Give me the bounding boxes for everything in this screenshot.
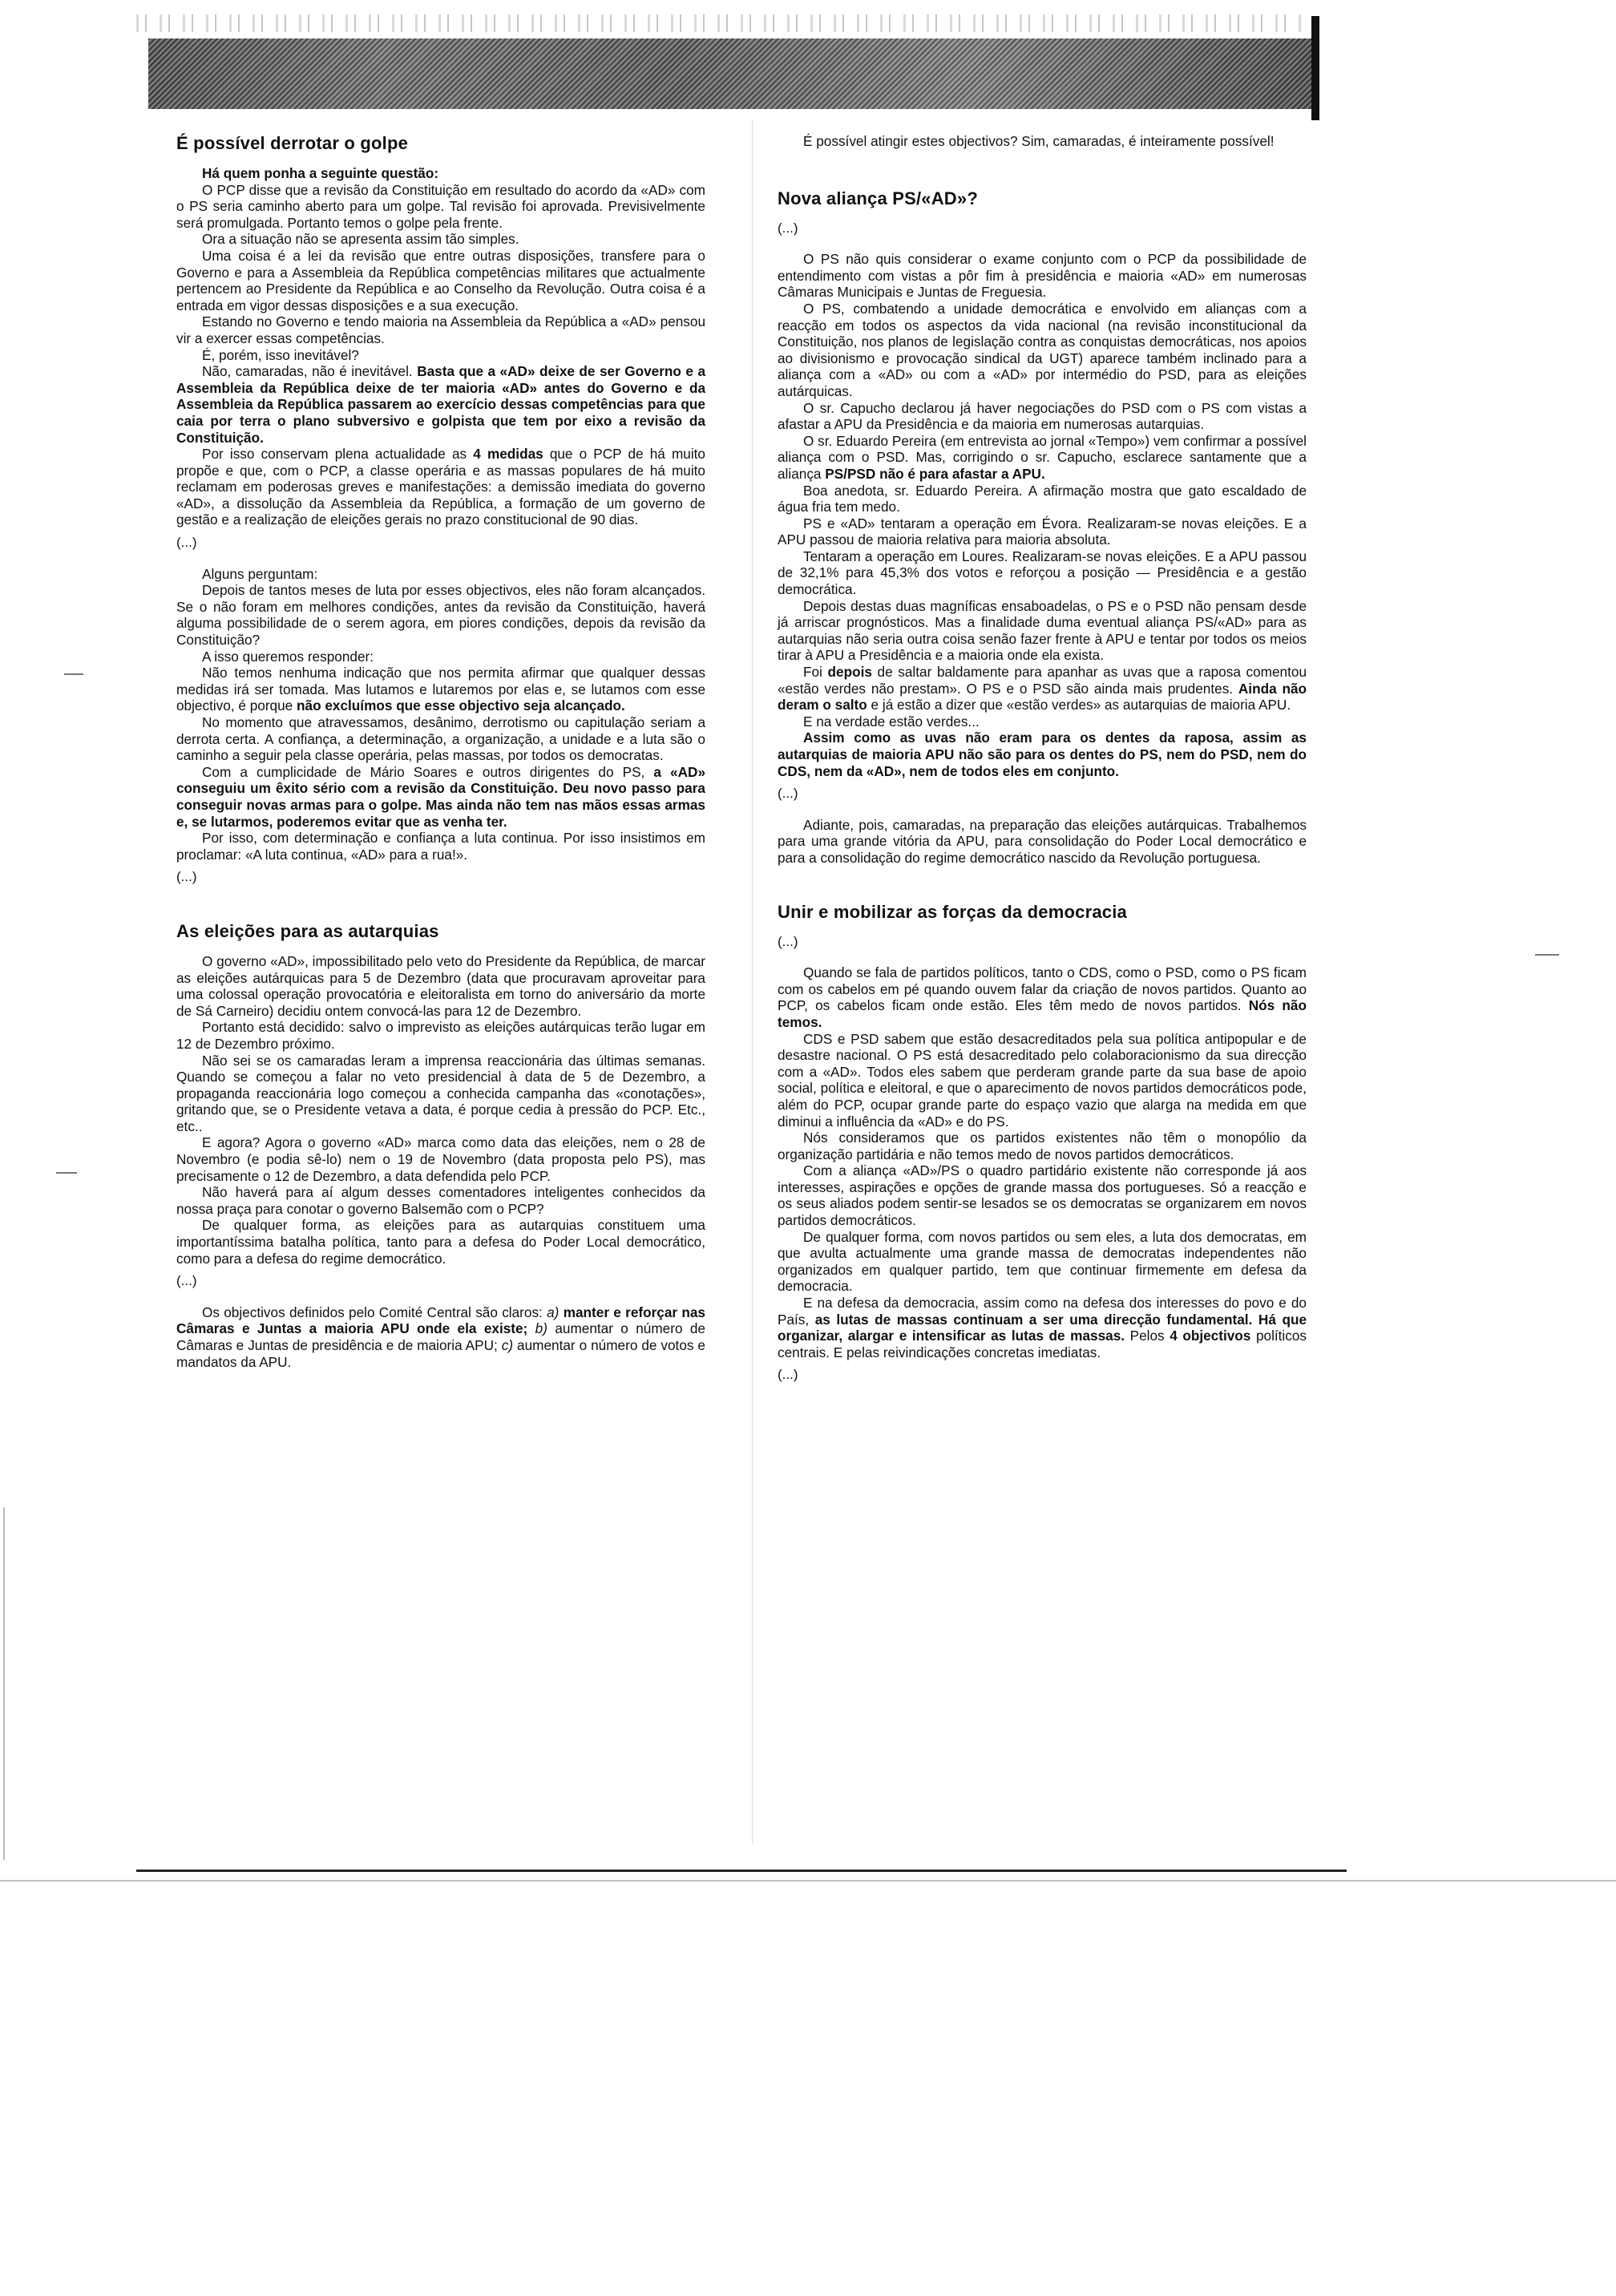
paragraph: No momento que atravessamos, desânimo, derrotismo ou capitulação seriam a derrota certa. A confiança, a determinação, a organização, a unidade e a luta são o caminho a seguir pela classe operária, pelas massas, por todos os democratas. xyxy=(176,714,705,764)
scan-noise-top xyxy=(136,14,1307,32)
paragraph: Com a cumplicidade de Mário Soares e outros dirigentes do PS, a «AD» conseguiu um êxito sério com a revisão da Constituição. Deu novo passo para conseguir novas armas para o golpe. Mas ainda não tem nas mãos essas armas e, se lutarmos, poderemos evitar que as venha ter. xyxy=(176,763,705,830)
paragraph: Depois destas duas magníficas ensaboadelas, o PS e o PSD não pensam desde já arriscar prognósticos. Mas a finalidade duma eventual aliança PS/«AD» para as autarquias não seria outra coisa senão fazer frente à APU e tentar por todos os meios tirar à APU a Presidência e a maioria onde ela exista. xyxy=(778,597,1307,664)
paragraph: Há quem ponha a seguinte questão: xyxy=(202,165,439,181)
header-banner-image xyxy=(148,38,1319,109)
ellipsis-mark: (...) xyxy=(176,869,197,885)
ellipsis-mark: (...) xyxy=(778,786,798,802)
margin-mark xyxy=(64,673,83,675)
scan-edge-rule xyxy=(0,1880,1616,1882)
paragraph: É, porém, isso inevitável? xyxy=(202,346,359,363)
section-title: As eleições para as autarquias xyxy=(176,920,439,941)
paragraph: Alguns perguntam: xyxy=(202,565,318,582)
ellipsis-mark: (...) xyxy=(176,535,197,551)
paragraph: Não sei se os camaradas leram a imprensa reaccionária das últimas semanas. Quando se começou a falar no veto presidencial à data de 5 de Dezembro, a propaganda reaccionária logo começou a conhecida campanha das «conotações», gritando que, se o Presidente vetava a data, é porque cedia à pressão do PCP. Etc., etc.. xyxy=(176,1052,705,1134)
paragraph: PS e «AD» tentaram a operação em Évora. Realizaram-se novas eleições. E a APU passou de maioria relativa para maioria absoluta. xyxy=(778,515,1307,548)
paragraph: Portanto está decidido: salvo o imprevisto as eleições autárquicas terão lugar em 12 de Dezembro próximo. xyxy=(176,1019,705,1052)
paragraph: O PCP disse que a revisão da Constituição em resultado do acordo da «AD» com o PS seria caminho aberto para um golpe. Tal revisão foi aprovada. Previsivelmente será promulgada. Portanto temos o golpe pela frente. xyxy=(176,181,705,231)
paragraph: Assim como as uvas não eram para os dentes da raposa, assim as autarquias de maioria APU não são para os dentes do PS, nem do PSD, nem do CDS, nem da «AD», nem de todos eles em conjunto. xyxy=(778,730,1307,779)
paragraph: Boa anedota, sr. Eduardo Pereira. A afirmação mostra que gato escaldado de água fria tem medo. xyxy=(778,482,1307,515)
left-column xyxy=(176,133,705,1370)
section-title: Unir e mobilizar as forças da democracia xyxy=(778,901,1127,922)
paragraph: O PS, combatendo a unidade democrática e envolvido em alianças com a reacção em todos os aspectos da vida nacional (na revisão inconstitucional da Constituição, nos planos de legislação contra as conquistas democráticas, nos apoios ao divisionismo e provocação sindical da UGT) aparece também inclinado para a aliança com a «AD» ou com a «AD» por intermédio do PSD, para as eleições autárquicas. xyxy=(778,300,1307,399)
paragraph: Quando se fala de partidos políticos, tanto o CDS, como o PSD, como o PS ficam com os cabelos em pé quando ouvem falar da criação de novos partidos. Quanto ao PCP, os cabelos ficam onde estão. Eles têm medo de novos partidos. Nós não temos. xyxy=(778,964,1307,1030)
scan-edge-line xyxy=(3,1507,5,1860)
paragraph: E agora? Agora o governo «AD» marca como data das eleições, nem o 28 de Novembro (e podia sê-lo) nem o 19 de Novembro (data proposta pelo PS), mas precisamente o 12 de Dezembro, a data defendida pelo PCP. xyxy=(176,1134,705,1184)
right-column xyxy=(778,133,1307,1398)
intro-paragraph: É possível atingir estes objectivos? Sim, camaradas, é inteiramente possível! xyxy=(803,133,1275,149)
paragraph: Os objectivos definidos pelo Comité Central são claros: a) manter e reforçar nas Câmaras e Juntas a maioria APU onde ela existe; b) aumentar o número de Câmaras e Juntas de presidência e de maioria APU; c) aumentar o número de votos e mandatos da APU. xyxy=(176,1304,705,1370)
paragraph: O governo «AD», impossibilitado pelo veto do Presidente da República, de marcar as eleições autárquicas para 5 de Dezembro (data que procuravam aproveitar para uma colossal operação provocatória e eleitoralista em torno do aniversário da morte de Sá Carneiro) decidiu ontem convocá-las para 12 de Dezembro. xyxy=(176,952,705,1019)
paragraph: Depois de tantos meses de luta por esses objectivos, eles não foram alcançados. Se o não foram em melhores condições, antes da revisão da Constituição, haverá alguma possibilidade de o serem agora, em piores condições, depois da revisão da Constituição? xyxy=(176,582,705,649)
paragraph: Estando no Governo e tendo maioria na Assembleia da República a «AD» pensou vir a exercer essas competências. xyxy=(176,313,705,346)
margin-mark xyxy=(56,1172,77,1174)
ellipsis-mark: (...) xyxy=(778,220,798,236)
paragraph: De qualquer forma, com novos partidos ou sem eles, a luta dos democratas, em que avulta actualmente uma grande massa de democratas independentes não organizados em qualquer partido, tem que continuar firmemente em defesa da democracia. xyxy=(778,1228,1307,1295)
paragraph: Por isso conservam plena actualidade as 4 medidas que o PCP de há muito propõe e que, com o PCP, a classe operária e as massas populares de há muito reclamam em poderosas greves e manifestações: a demissão imediata do governo «AD», a dissolução da Assembleia da República, a formação de um governo de gestão e a realização de eleições gerais no prazo constitucional de 90 dias. xyxy=(176,446,705,528)
ellipsis-mark: (...) xyxy=(778,933,798,949)
paragraph: Ora a situação não se apresenta assim tão simples. xyxy=(202,231,519,248)
ellipsis-mark: (...) xyxy=(176,1273,197,1289)
paragraph: Foi depois de saltar baldamente para apanhar as uvas que a raposa comentou «estão verdes não prestam». O PS e o PSD são ainda mais prudentes. Ainda não deram o salto e já estão a dizer que «estão verdes» as autarquias de maioria APU. xyxy=(778,664,1307,713)
paragraph: Tentaram a operação em Loures. Realizaram-se novas eleições. E a APU passou de 32,1% para 45,3% dos votos e reforçou a posição — Presidência e a gestão democrática. xyxy=(778,548,1307,598)
bottom-rule xyxy=(136,1870,1347,1872)
paragraph: Uma coisa é a lei da revisão que entre outras disposições, transfere para o Governo e para a Assembleia da República competências militares que actualmente pertencem ao Presidente da República e ao Conselho da Revolução. Outra coisa é a entrada em vigor dessas disposições e a sua execução. xyxy=(176,247,705,313)
paragraph: E na verdade estão verdes... xyxy=(803,713,980,730)
paragraph: O PS não quis considerar o exame conjunto com o PCP da possibilidade de entendimento com vistas a pôr fim à presidência e maioria «AD» em numerosas Câmaras Municipais e Juntas de Freguesia. xyxy=(778,251,1307,301)
paragraph: Não haverá para aí algum desses comentadores inteligentes conhecidos da nossa praça para conotar o governo Balsemão com o PCP? xyxy=(176,1184,705,1217)
paragraph: Não, camaradas, não é inevitável. Basta que a «AD» deixe de ser Governo e a Assembleia da República deixe de ter maioria «AD» antes do Governo e da Assembleia da República passarem ao exercício dessas competências para que caia por terra o plano subversivo e golpista que tem por eixo a revisão da Constituição. xyxy=(176,363,705,446)
section-title: Nova aliança PS/«AD»? xyxy=(778,188,978,208)
paragraph: Nós consideramos que os partidos existentes não têm o monopólio da organização partidária e não temos medo de novos partidos democráticos. xyxy=(778,1130,1307,1162)
ellipsis-mark: (...) xyxy=(778,1367,798,1383)
paragraph: De qualquer forma, as eleições para as autarquias constituem uma importantíssima batalha política, tanto para a defesa do Poder Local democrático, como para a defesa do regime democrático. xyxy=(176,1217,705,1267)
paragraph: O sr. Eduardo Pereira (em entrevista ao jornal «Tempo») vem confirmar a possível aliança com o PSD. Mas, corrigindo o sr. Capucho, esclarece santamente que a aliança PS/PSD não é para afastar a APU. xyxy=(778,432,1307,482)
paragraph: Por isso, com determinação e confiança a luta continua. Por isso insistimos em proclamar: «A luta continua, «AD» para a rua!». xyxy=(176,830,705,863)
paragraph: E na defesa da democracia, assim como na defesa dos interesses do povo e do País, as lutas de massas continuam a ser uma direcção fundamental. Há que organizar, alargar e intensificar as lutas de massas. Pelos 4 objectivos políticos centrais. E pelas reivindicações concretas imediatas. xyxy=(778,1295,1307,1360)
column-divider xyxy=(752,120,753,1844)
paragraph: O sr. Capucho declarou já haver negociações do PSD com o PS com vistas a afastar a APU da Presidência e da maioria em numerosas autarquias. xyxy=(778,399,1307,433)
paragraph: Com a aliança «AD»/PS o quadro partidário existente não corresponde já aos interesses, aspirações e opções de grande massa dos portugueses. Só a reacção e os seus aliados podem sentir-se lesados se os democratas se organizarem em novos partidos democráticos. xyxy=(778,1162,1307,1229)
section-title: É possível derrotar o golpe xyxy=(176,133,409,153)
scan-edge-mark xyxy=(1311,16,1319,120)
paragraph: Não temos nenhuma indicação que nos permita afirmar que qualquer dessas medidas irá ser tomada. Mas lutamos e lutaremos por elas e, se lutamos com esse objectivo, é porque não excluímos que esse objectivo seja alcançado. xyxy=(176,665,705,714)
margin-mark xyxy=(1535,954,1559,956)
paragraph: CDS e PSD sabem que estão desacreditados pela sua política antipopular e de desastre nacional. O PS está desacreditado pelo colaboracionismo da sua direcção com a «AD». Todos eles sabem que perderam grande parte da sua base de apoio social, política e eleitoral, e que o aparecimento de novos partidos democráticos pode, além do PCP, ocupar grande parte do espaço vazio que alarga na medida em que diminui a influência da «AD» e do PS. xyxy=(778,1030,1307,1130)
paragraph: Adiante, pois, camaradas, na preparação das eleições autárquicas. Trabalhemos para uma grande vitória da APU, para consolidação do Poder Local democrático e para a consolidação do regime democrático nascido da Revolução portuguesa. xyxy=(778,816,1307,866)
paragraph: A isso queremos responder: xyxy=(202,648,374,665)
